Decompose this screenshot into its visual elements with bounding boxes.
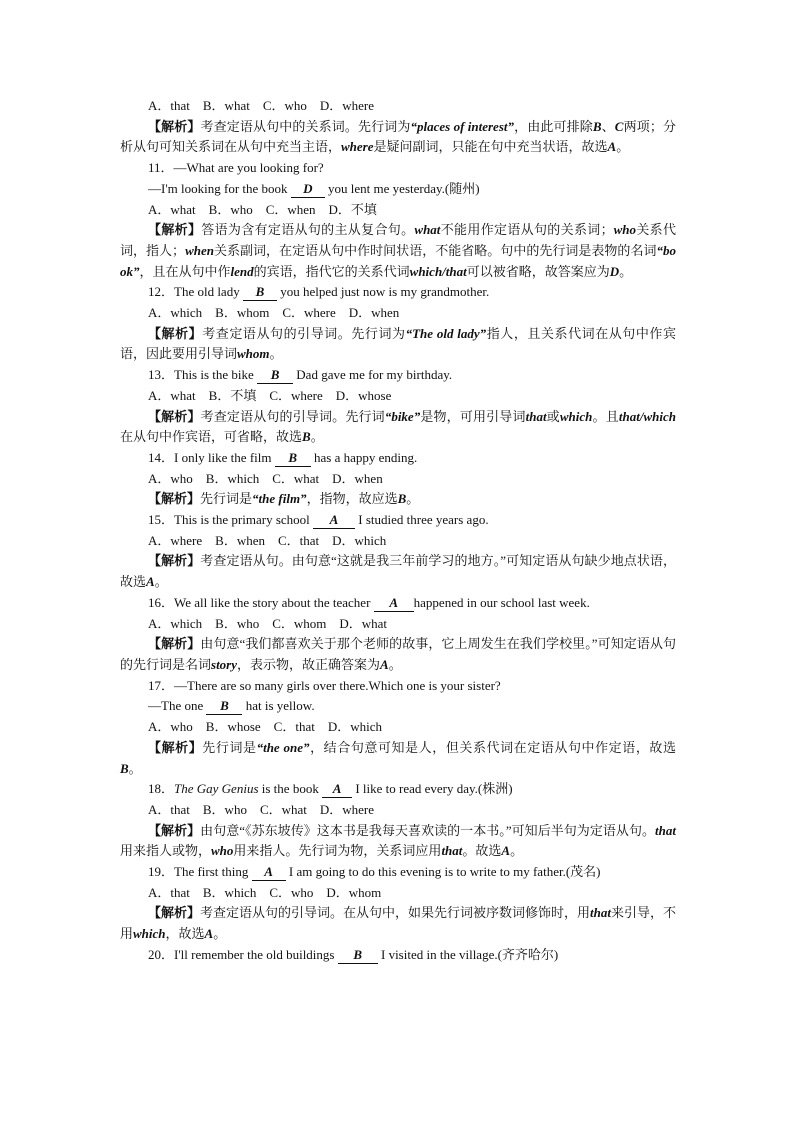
text-run: 考查定语从句中的关系词。先行词为 (200, 118, 411, 134)
emphasized-text: D (609, 263, 620, 279)
text-run: —I'm looking for the book (148, 180, 291, 196)
explanation-label: 【解析】 (148, 222, 202, 238)
emphasized-text: A (146, 574, 155, 590)
text-run: 是疑问副词，只能在句中充当状语，故选 (373, 139, 608, 155)
text-run: you lent me yesterday.(随州) (324, 180, 480, 196)
answer-blank: B (257, 367, 293, 384)
answer-options: A．who B．which C．what D．when (148, 470, 383, 486)
emphasized-text: “the film” (252, 491, 307, 507)
emphasized-text: B (120, 760, 129, 776)
text-run: 。 (510, 843, 524, 859)
explanation-paragraph (120, 551, 676, 592)
explanation-paragraph (120, 407, 676, 448)
text-run: I visited in the village.(齐齐哈尔) (377, 946, 559, 962)
emphasized-text: “The old lady” (405, 325, 487, 341)
answer-blank: B (243, 284, 277, 301)
emphasized-text: B (302, 429, 311, 445)
explanation-paragraph (120, 324, 676, 365)
explanation-label: 【解析】 (148, 636, 201, 652)
emphasized-text: A (607, 139, 617, 155)
text-run: 在从句中作宾语，可省略，故选 (120, 429, 303, 445)
text-run: 先行词是 (200, 491, 253, 507)
question-line (120, 676, 676, 697)
answer-blank: A (252, 864, 286, 881)
explanation-paragraph (120, 489, 676, 510)
text-run: 16．We all like the story about the teacher (148, 594, 374, 610)
explanation-paragraph (120, 220, 676, 282)
emphasized-text: which (133, 926, 166, 942)
text-run: 是物，可用引导词 (420, 408, 526, 424)
text-run: 先行词是 (202, 739, 257, 755)
text-run: 12．The old lady (148, 284, 243, 300)
text-run: 或 (546, 408, 560, 424)
text-run: 20．I'll remember the old buildings (148, 946, 338, 962)
emphasized-text: when (185, 242, 214, 258)
text-run: ，表示物，故正确答案为 (237, 656, 381, 672)
emphasized-text: which (559, 408, 593, 424)
text-run: 可以被省略，故答案应为 (466, 263, 610, 279)
text-run: 。 (406, 491, 420, 507)
emphasized-text: that/which (618, 408, 676, 424)
text-run: 。 (128, 760, 142, 776)
answer-options: A．which B．who C．whom D．what (148, 615, 388, 631)
answer-options: A．that B．what C．who D．where (148, 98, 375, 113)
explanation-label: 【解析】 (148, 739, 203, 755)
question-line (120, 862, 676, 883)
text-run: you helped just now is my grandmother. (276, 284, 490, 300)
text-run: I am going to do this evening is to write to my father.(茂名) (285, 864, 601, 880)
text-run: 。且 (592, 408, 619, 424)
text-run: 两项；分析从句可知关系词在从句中充当主语， (120, 118, 676, 155)
text-run: 。 (388, 656, 402, 672)
explanation-label: 【解析】 (148, 905, 201, 921)
text-run: 。 (269, 346, 283, 362)
explanation-paragraph (120, 903, 676, 944)
text-run: ，指物，故应选 (306, 491, 398, 507)
question-line (120, 593, 676, 614)
emphasized-text: whom (237, 346, 270, 362)
text-run: 13．This is the bike (148, 367, 258, 383)
question-line (120, 945, 676, 966)
text-run: 18． (148, 781, 175, 797)
text-run: 考查定语从句。由句意“这就是我三年前学习的地方。”可知定语从句缺少地点状语，故选 (120, 553, 676, 590)
explanation-label: 【解析】 (148, 325, 203, 341)
question-line (120, 510, 676, 531)
text-run: ，故选 (165, 926, 205, 942)
emphasized-text: lend (230, 263, 254, 279)
question-line (120, 158, 676, 179)
emphasized-text: The Gay Genius (174, 781, 259, 797)
emphasized-text: that (441, 843, 463, 859)
answer-options: A．what B．who C．when D．不填 (148, 201, 377, 217)
question-line (120, 696, 676, 717)
text-run: ，结合句意可知是人，但关系代词在定语从句中作定语，故选 (309, 739, 676, 755)
emphasized-text: which/that (409, 263, 467, 279)
text-run: 19．The first thing (148, 864, 252, 880)
emphasized-text: story (211, 656, 238, 672)
answer-blank: B (275, 450, 311, 467)
emphasized-text: that (655, 822, 676, 838)
answer-blank: A (322, 781, 352, 798)
text-run: has a happy ending. (310, 449, 418, 465)
question-line (120, 448, 676, 469)
emphasized-text: B (397, 491, 407, 507)
text-run: I like to read every day.(株洲) (352, 781, 513, 797)
text-run: 、 (601, 118, 615, 134)
emphasized-text: A (380, 656, 389, 672)
explanation-paragraph (120, 738, 676, 779)
text-run: 。故选 (462, 843, 502, 859)
text-run: 17．—There are so many girls over there.Which one is your sister? (148, 677, 501, 693)
emphasized-text: “bike” (384, 408, 421, 424)
answer-blank: A (374, 595, 414, 612)
question-line (120, 779, 676, 800)
text-run: 考查定语从句的引导词。在从句中，如果先行词被序数词修饰时，用 (200, 905, 591, 921)
explanation-label: 【解析】 (148, 491, 201, 507)
emphasized-text: A (204, 926, 214, 942)
explanation-label: 【解析】 (148, 553, 201, 569)
answer-blank: D (291, 181, 325, 198)
text-run: 由句意“我们都喜欢关于那个老师的故事，它上周发生在我们学校里。”可知定语从句的先行词是名词 (120, 636, 676, 672)
emphasized-text: “book” (120, 242, 676, 279)
text-run: 的宾语，指代它的关系代词 (253, 263, 410, 279)
answer-blank: A (313, 512, 355, 529)
emphasized-text: where (341, 139, 374, 155)
text-run: 关系代词，指人； (120, 222, 676, 258)
text-run: 。 (310, 429, 324, 445)
text-run: 。 (619, 263, 633, 279)
document-page (120, 96, 676, 966)
text-run: hat is yellow. (242, 698, 315, 714)
question-line (120, 179, 676, 200)
answer-blank: B (206, 698, 242, 715)
emphasized-text: who (211, 843, 234, 859)
explanation-paragraph (120, 117, 676, 158)
answer-options: A．who B．whose C．that D．which (148, 719, 382, 735)
emphasized-text: C (614, 118, 624, 134)
emphasized-text: what (414, 222, 441, 238)
text-run: 用来指人或物， (120, 843, 212, 859)
text-run: 答语为含有定语从句的主从复合句。 (201, 222, 415, 238)
emphasized-text: A (501, 843, 511, 859)
text-run: 指人，且关系代词在从句中作宾语，因此要用引导词 (120, 325, 676, 362)
emphasized-text: that (590, 905, 611, 921)
explanation-label: 【解析】 (148, 408, 201, 424)
text-run: 11．—What are you looking for? (148, 160, 324, 176)
explanation-paragraph (120, 634, 676, 675)
answer-options: A．which B．whom C．where D．when (148, 305, 400, 321)
answer-options: A．where B．when C．that D．which (148, 532, 387, 548)
text-run: ，且在从句中作 (139, 263, 231, 279)
text-run: 关系副词，在定语从句中作时间状语，不能省略。句中的先行词是表物的名词 (213, 242, 657, 258)
emphasized-text: who (613, 222, 636, 238)
emphasized-text: “the one” (256, 739, 310, 755)
question-line (120, 365, 676, 386)
explanation-paragraph (120, 821, 676, 862)
text-run: 14．I only like the film (148, 449, 275, 465)
text-run: 考查定语从句的引导词。先行词为 (202, 325, 406, 341)
answer-blank: B (338, 947, 378, 964)
emphasized-text: B (592, 118, 602, 134)
explanation-label: 【解析】 (148, 118, 201, 134)
explanation-label: 【解析】 (148, 822, 201, 838)
question-line (120, 282, 676, 303)
text-run: 。 (154, 574, 168, 590)
text-run: 用来指人。先行词为物，关系词应用 (233, 843, 442, 859)
answer-options: A．that B．which C．who D．whom (148, 884, 382, 900)
text-run: 15．This is the primary school (148, 512, 314, 528)
text-run: 由句意“《苏东坡传》这本书是我每天喜欢读的一本书。”可知后半句为定语从句。 (200, 822, 656, 838)
text-run: 考查定语从句的引导词。先行词 (200, 408, 385, 424)
text-run: Dad gave me for my birthday. (293, 367, 453, 383)
answer-options: A．what B．不填 C．where D．whose (148, 387, 392, 403)
text-run: 。 (616, 139, 630, 155)
text-run: I studied three years ago. (355, 512, 489, 528)
emphasized-text: that (525, 408, 547, 424)
emphasized-text: “places of interest” (410, 118, 514, 134)
answer-options: A．that B．who C．what D．where (148, 801, 375, 817)
text-run: is the book (258, 781, 323, 797)
text-run: ，由此可排除 (514, 118, 593, 134)
text-run: happened in our school last week. (413, 594, 590, 610)
text-run: 。 (213, 926, 227, 942)
text-run: 来引导，不用 (120, 905, 677, 942)
text-run: 不能用作定语从句的关系词； (440, 222, 614, 238)
text-run: —The one (148, 698, 207, 714)
